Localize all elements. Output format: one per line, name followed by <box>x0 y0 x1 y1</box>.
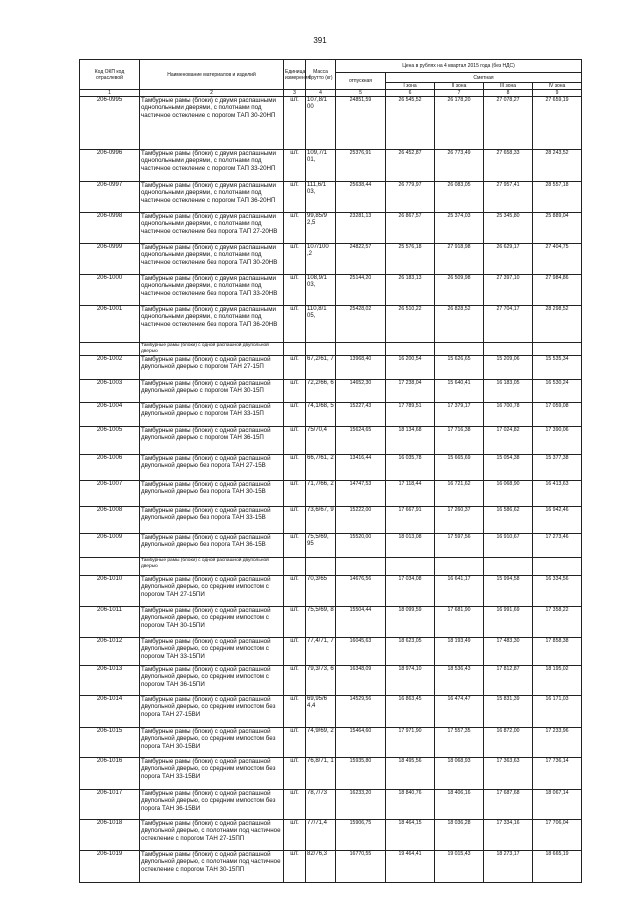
price-zone-1: 18 495,56 <box>386 758 435 790</box>
price-zone-4: 27 984,86 <box>533 275 582 306</box>
table-row <box>80 427 582 455</box>
price-zone-1: 17 667,91 <box>386 507 435 534</box>
price-zone-4: 18 067,14 <box>533 790 582 820</box>
item-code: 206-1003 <box>80 380 140 403</box>
item-unit: шт. <box>284 696 306 728</box>
item-code: 206-1015 <box>80 728 140 758</box>
col-number: 6 <box>386 90 435 97</box>
price-sales: 25144,20 <box>336 275 386 306</box>
table-row <box>80 455 582 481</box>
item-unit: шт. <box>284 851 306 883</box>
price-zone-4: 17 390,06 <box>533 427 582 455</box>
section-title: Тамбурные рамы (блоки) с одной распашной двупольной дверью <box>140 558 284 576</box>
item-mass: 71,7/66, 2 <box>306 481 336 507</box>
table-row <box>80 182 582 213</box>
table-body <box>80 97 582 883</box>
price-sales: 14529,56 <box>336 696 386 728</box>
item-unit: шт. <box>284 306 306 343</box>
item-mass: 70,3/65 <box>306 576 336 607</box>
price-zone-1: 17 238,04 <box>386 380 435 403</box>
col-number: 1 <box>80 90 140 97</box>
item-mass: 110,8/1 05, <box>306 306 336 343</box>
price-zone-1: 17 971,90 <box>386 728 435 758</box>
item-code: 206-1016 <box>80 758 140 790</box>
section-empty-cell <box>284 558 306 576</box>
item-code: 206-1001 <box>80 306 140 343</box>
price-sales: 25376,91 <box>336 150 386 182</box>
price-sales: 14747,53 <box>336 481 386 507</box>
price-zone-3: 16 991,69 <box>484 607 533 638</box>
item-unit: шт. <box>284 790 306 820</box>
item-name: Тамбурные рамы (блоки) с одной распашной двупольной дверью без порога ТАН 30-15В <box>140 481 284 507</box>
price-zone-4: 16 171,03 <box>533 696 582 728</box>
table-row <box>80 638 582 666</box>
item-code: 206-0996 <box>80 150 140 182</box>
item-code: 206-1012 <box>80 638 140 666</box>
price-zone-3: 16 700,78 <box>484 403 533 427</box>
price-sales: 15520,00 <box>336 534 386 558</box>
item-name: Тамбурные рамы (блоки) с одной распашной двупольной дверью, со средним импостом без порога ТАН 33-15ВИ <box>140 758 284 790</box>
price-zone-4: 17 358,22 <box>533 607 582 638</box>
price-sales: 16233,20 <box>336 790 386 820</box>
price-zone-2: 27 918,98 <box>435 244 484 275</box>
item-unit: шт. <box>284 403 306 427</box>
price-zone-2: 16 474,47 <box>435 696 484 728</box>
header-code: Код ОКП код отраслевой <box>80 60 140 90</box>
item-code: 206-1014 <box>80 696 140 728</box>
item-mass: 77,4/71, 7 <box>306 638 336 666</box>
item-name: Тамбурные рамы (блоки) с одной распашной двупольной дверью, со средним импостом с порогом ТАН 33-15ПИ <box>140 638 284 666</box>
item-name: Тамбурные рамы (блоки) с двумя распашными однопольными дверями, с полотнами под частичное остекление без порога ТАП 27-20НВ <box>140 213 284 244</box>
item-unit: шт. <box>284 97 306 150</box>
item-name: Тамбурные рамы (блоки) с одной распашной двупольной дверью с порогом ТАН 33-15П <box>140 403 284 427</box>
item-name: Тамбурные рамы (блоки) с одной распашной двупольной дверью с порогом ТАН 27-15П <box>140 356 284 380</box>
col-number: 3 <box>284 90 306 97</box>
table-row <box>80 728 582 758</box>
item-name: Тамбурные рамы (блоки) с одной распашной двупольной дверью, со средним импостом с порогом ТАН 30-15ПИ <box>140 607 284 638</box>
section-title: Тамбурные рамы (блоки) с одной распашной двупольной дверью <box>140 343 284 356</box>
price-zone-1: 26 779,97 <box>386 182 435 213</box>
table-row <box>80 666 582 696</box>
price-zone-3: 27 397,10 <box>484 275 533 306</box>
item-mass: 76,8/71, 1 <box>306 758 336 790</box>
section-empty-cell <box>484 558 533 576</box>
item-unit: шт. <box>284 356 306 380</box>
price-zone-1: 26 452,87 <box>386 150 435 182</box>
item-code: 206-1011 <box>80 607 140 638</box>
item-name: Тамбурные рамы (блоки) с двумя распашными однопольными дверями, с полотнами под частичное остекление с порогом ТАП 33-20НП <box>140 150 284 182</box>
item-name: Тамбурные рамы (блоки) с одной распашной двупольной дверью с порогом ТАН 30-15П <box>140 380 284 403</box>
price-sales: 13968,40 <box>336 356 386 380</box>
price-zone-3: 17 812,87 <box>484 666 533 696</box>
col-number: 9 <box>533 90 582 97</box>
item-mass: 79,3/73, 6 <box>306 666 336 696</box>
item-mass: 107/100 ,2 <box>306 244 336 275</box>
item-mass: 111,6/1 03, <box>306 182 336 213</box>
item-name: Тамбурные рамы (блоки) с одной распашной двупольной дверью, с полотнами под частичное остекление с порогом ТАН 30-15ПП <box>140 851 284 883</box>
item-mass: 109,7/1 01, <box>306 150 336 182</box>
item-code: 206-0995 <box>80 97 140 150</box>
section-row <box>80 558 582 576</box>
item-name: Тамбурные рамы (блоки) с двумя распашными однопольными дверями, с полотнами под частичное остекление с порогом ТАП 30-20НП <box>140 97 284 150</box>
price-zone-1: 18 840,76 <box>386 790 435 820</box>
item-name: Тамбурные рамы (блоки) с одной распашной двупольной дверью без порога ТАН 33-15В <box>140 507 284 534</box>
price-zone-4: 17 736,14 <box>533 758 582 790</box>
price-zone-4: 15 535,34 <box>533 356 582 380</box>
item-code: 206-1008 <box>80 507 140 534</box>
item-mass: 82/76,3 <box>306 851 336 883</box>
header-zone-2: II зона <box>435 83 484 90</box>
price-zone-4: 27 659,19 <box>533 97 582 150</box>
header-sales-price: отпускная <box>336 73 386 90</box>
price-zone-4: 18 195,02 <box>533 666 582 696</box>
price-zone-2: 26 828,52 <box>435 306 484 343</box>
table-row <box>80 244 582 275</box>
item-unit: шт. <box>284 607 306 638</box>
item-mass: 73,6/67, 9 <box>306 507 336 534</box>
price-zone-3: 17 483,30 <box>484 638 533 666</box>
section-empty-cell <box>336 343 386 356</box>
price-zone-4: 16 413,63 <box>533 481 582 507</box>
table-row <box>80 851 582 883</box>
price-zone-2: 25 374,03 <box>435 213 484 244</box>
item-mass: 72,2/66, 6 <box>306 380 336 403</box>
price-zone-3: 16 872,00 <box>484 728 533 758</box>
header-mass: Масса брутто (кг) <box>306 60 336 90</box>
price-zone-2: 15 626,65 <box>435 356 484 380</box>
price-zone-3: 15 209,06 <box>484 356 533 380</box>
price-zone-4: 15 377,38 <box>533 455 582 481</box>
item-code: 206-1018 <box>80 820 140 851</box>
table-row <box>80 213 582 244</box>
price-zone-1: 18 013,08 <box>386 534 435 558</box>
section-empty-cell <box>386 558 435 576</box>
price-zone-1: 18 623,05 <box>386 638 435 666</box>
item-name: Тамбурные рамы (блоки) с двумя распашными однопольными дверями, с полотнами под частичное остекление без порога ТАП 33-20НВ <box>140 275 284 306</box>
table-row <box>80 607 582 638</box>
header-name: Наименование материалов и изделий <box>140 60 284 90</box>
item-code: 206-1019 <box>80 851 140 883</box>
price-zone-1: 18 464,15 <box>386 820 435 851</box>
price-zone-4: 28 298,52 <box>533 306 582 343</box>
price-sales: 25428,02 <box>336 306 386 343</box>
section-empty-cell <box>484 343 533 356</box>
item-mass: 108,9/1 03, <box>306 275 336 306</box>
price-zone-3: 15 831,39 <box>484 696 533 728</box>
price-zone-2: 18 193,49 <box>435 638 484 666</box>
price-sales: 13416,44 <box>336 455 386 481</box>
item-unit: шт. <box>284 758 306 790</box>
item-unit: шт. <box>284 728 306 758</box>
price-zone-1: 18 974,10 <box>386 666 435 696</box>
section-code-cell <box>80 343 140 356</box>
price-zone-2: 18 406,16 <box>435 790 484 820</box>
item-unit: шт. <box>284 534 306 558</box>
table-row <box>80 403 582 427</box>
item-code: 206-1006 <box>80 455 140 481</box>
page-number: 391 <box>313 36 327 45</box>
price-zone-2: 17 379,17 <box>435 403 484 427</box>
price-sales: 15906,75 <box>336 820 386 851</box>
table-row <box>80 534 582 558</box>
section-empty-cell <box>533 558 582 576</box>
item-name: Тамбурные рамы (блоки) с двумя распашными однопольными дверями, с полотнами под частичное остекление с порогом ТАП 36-20НП <box>140 182 284 213</box>
price-sales: 15624,65 <box>336 427 386 455</box>
price-sales: 16770,55 <box>336 851 386 883</box>
price-zone-3: 18 273,17 <box>484 851 533 883</box>
price-sales: 24851,59 <box>336 97 386 150</box>
price-zone-1: 17 118,44 <box>386 481 435 507</box>
item-code: 206-1002 <box>80 356 140 380</box>
header-zone-4: IV зона <box>533 83 582 90</box>
item-unit: шт. <box>284 507 306 534</box>
price-zone-1: 26 183,13 <box>386 275 435 306</box>
header-zone-3: III зона <box>484 83 533 90</box>
col-number: 2 <box>140 90 284 97</box>
price-zone-2: 18 036,28 <box>435 820 484 851</box>
header-unit: Единица измерения <box>284 60 306 90</box>
item-mass: 78,7/73 <box>306 790 336 820</box>
price-zone-2: 26 083,05 <box>435 182 484 213</box>
table-row <box>80 97 582 150</box>
item-unit: шт. <box>284 275 306 306</box>
price-zone-3: 27 078,27 <box>484 97 533 150</box>
price-zone-4: 16 942,46 <box>533 507 582 534</box>
header-price: Цена в рублях на 4 квартал 2015 года (без НДС) <box>336 60 582 73</box>
price-zone-2: 18 536,43 <box>435 666 484 696</box>
item-name: Тамбурные рамы (блоки) с двумя распашными однопольными дверями, с полотнами под частичное остекление без порога ТАП 36-20НВ <box>140 306 284 343</box>
item-unit: шт. <box>284 666 306 696</box>
item-name: Тамбурные рамы (блоки) с одной распашной двупольной дверью, со средним импостом без порога ТАН 36-15ВИ <box>140 790 284 820</box>
table-row <box>80 150 582 182</box>
item-code: 206-0998 <box>80 213 140 244</box>
price-sales: 16045,63 <box>336 638 386 666</box>
header-estimate-price: Сметная <box>386 73 582 83</box>
item-name: Тамбурные рамы (блоки) с одной распашной двупольной дверью, со средним импостом с порогом ТАН 27-15ПИ <box>140 576 284 607</box>
price-zone-1: 26 545,52 <box>386 97 435 150</box>
item-code: 206-1000 <box>80 275 140 306</box>
price-zone-3: 27 704,17 <box>484 306 533 343</box>
price-zone-3: 16 586,62 <box>484 507 533 534</box>
table-row <box>80 758 582 790</box>
price-zone-3: 16 910,67 <box>484 534 533 558</box>
section-empty-cell <box>386 343 435 356</box>
item-unit: шт. <box>284 481 306 507</box>
item-code: 206-1009 <box>80 534 140 558</box>
item-unit: шт. <box>284 455 306 481</box>
price-zone-3: 15 054,38 <box>484 455 533 481</box>
section-empty-cell <box>435 343 484 356</box>
item-unit: шт. <box>284 182 306 213</box>
price-zone-1: 16 200,54 <box>386 356 435 380</box>
item-unit: шт. <box>284 820 306 851</box>
table-row <box>80 380 582 403</box>
item-mass: 66,7/61, 2 <box>306 455 336 481</box>
price-zone-2: 26 178,20 <box>435 97 484 150</box>
price-sales: 15464,60 <box>336 728 386 758</box>
price-zone-1: 19 464,41 <box>386 851 435 883</box>
price-zone-1: 18 134,68 <box>386 427 435 455</box>
price-zone-3: 25 345,80 <box>484 213 533 244</box>
item-unit: шт. <box>284 638 306 666</box>
price-zone-3: 17 024,82 <box>484 427 533 455</box>
price-zone-3: 17 334,16 <box>484 820 533 851</box>
price-zone-4: 27 404,75 <box>533 244 582 275</box>
table-row <box>80 275 582 306</box>
price-zone-2: 15 665,69 <box>435 455 484 481</box>
price-zone-2: 15 640,41 <box>435 380 484 403</box>
price-zone-4: 18 665,19 <box>533 851 582 883</box>
item-mass: 75,5/69, 8 <box>306 607 336 638</box>
price-zone-3: 16 068,90 <box>484 481 533 507</box>
price-zone-1: 16 035,78 <box>386 455 435 481</box>
item-mass: 75/70,4 <box>306 427 336 455</box>
price-zone-2: 18 068,93 <box>435 758 484 790</box>
header-zone-1: I зона <box>386 83 435 90</box>
item-mass: 77/71,4 <box>306 820 336 851</box>
item-name: Тамбурные рамы (блоки) с двумя распашными однопольными дверями, с полотнами под частичное остекление без порога ТАП 30-20НВ <box>140 244 284 275</box>
price-sales: 14676,56 <box>336 576 386 607</box>
item-mass: 67,2/61, 7 <box>306 356 336 380</box>
price-zone-4: 28 557,18 <box>533 182 582 213</box>
price-zone-4: 17 706,04 <box>533 820 582 851</box>
price-zone-4: 16 530,24 <box>533 380 582 403</box>
table-row <box>80 790 582 820</box>
item-mass: 74,1/68, 5 <box>306 403 336 427</box>
price-zone-3: 27 658,33 <box>484 150 533 182</box>
price-zone-2: 16 641,17 <box>435 576 484 607</box>
item-mass: 75,5/69, 95 <box>306 534 336 558</box>
item-name: Тамбурные рамы (блоки) с одной распашной двупольной дверью, со средним импостом без порога ТАН 27-15ВИ <box>140 696 284 728</box>
price-zone-3: 16 183,05 <box>484 380 533 403</box>
section-empty-cell <box>306 343 336 356</box>
price-zone-1: 25 576,18 <box>386 244 435 275</box>
price-zone-2: 17 681,90 <box>435 607 484 638</box>
item-unit: шт. <box>284 213 306 244</box>
item-code: 206-1017 <box>80 790 140 820</box>
price-sales: 15504,44 <box>336 607 386 638</box>
item-name: Тамбурные рамы (блоки) с одной распашной двупольной дверью без порога ТАН 36-15В <box>140 534 284 558</box>
table-row <box>80 356 582 380</box>
item-code: 206-0999 <box>80 244 140 275</box>
price-zone-3: 17 687,68 <box>484 790 533 820</box>
price-table <box>79 59 582 883</box>
price-zone-2: 17 597,56 <box>435 534 484 558</box>
price-zone-1: 26 867,57 <box>386 213 435 244</box>
price-sales: 14652,30 <box>336 380 386 403</box>
price-sales: 16348,09 <box>336 666 386 696</box>
item-name: Тамбурные рамы (блоки) с одной распашной двупольной дверью, со средним импостом без порога ТАН 30-15ВИ <box>140 728 284 758</box>
table-row <box>80 306 582 343</box>
item-unit: шт. <box>284 576 306 607</box>
price-zone-4: 17 858,38 <box>533 638 582 666</box>
section-empty-cell <box>284 343 306 356</box>
price-zone-2: 17 716,38 <box>435 427 484 455</box>
item-name: Тамбурные рамы (блоки) с одной распашной двупольной дверью, со средним импостом с порогом ТАН 36-15ПИ <box>140 666 284 696</box>
section-code-cell <box>80 558 140 576</box>
price-zone-1: 17 789,51 <box>386 403 435 427</box>
item-unit: шт. <box>284 427 306 455</box>
price-zone-4: 17 273,46 <box>533 534 582 558</box>
price-zone-2: 16 721,62 <box>435 481 484 507</box>
price-zone-1: 18 099,59 <box>386 607 435 638</box>
item-mass: 107,8/1 00 <box>306 97 336 150</box>
price-zone-4: 17 059,08 <box>533 403 582 427</box>
price-zone-2: 26 773,49 <box>435 150 484 182</box>
col-number: 7 <box>435 90 484 97</box>
section-empty-cell <box>336 558 386 576</box>
price-sales: 15222,00 <box>336 507 386 534</box>
price-zone-2: 17 260,37 <box>435 507 484 534</box>
price-sales: 25638,44 <box>336 182 386 213</box>
price-zone-4: 17 233,96 <box>533 728 582 758</box>
price-zone-4: 25 889,04 <box>533 213 582 244</box>
price-zone-1: 17 034,08 <box>386 576 435 607</box>
price-zone-3: 17 363,63 <box>484 758 533 790</box>
item-mass: 74,9/69, 2 <box>306 728 336 758</box>
item-name: Тамбурные рамы (блоки) с одной распашной двупольной дверью, с полотнами под частичное остекление с порогом ТАН 27-15ПП <box>140 820 284 851</box>
price-sales: 23281,13 <box>336 213 386 244</box>
price-zone-2: 17 557,35 <box>435 728 484 758</box>
table-row <box>80 481 582 507</box>
item-name: Тамбурные рамы (блоки) с одной распашной двупольной дверью с порогом ТАН 36-15П <box>140 427 284 455</box>
item-code: 206-1005 <box>80 427 140 455</box>
item-code: 206-1010 <box>80 576 140 607</box>
section-empty-cell <box>533 343 582 356</box>
section-row <box>80 343 582 356</box>
table-row <box>80 507 582 534</box>
price-sales: 24822,57 <box>336 244 386 275</box>
item-unit: шт. <box>284 380 306 403</box>
price-sales: 15935,80 <box>336 758 386 790</box>
section-empty-cell <box>306 558 336 576</box>
item-mass: 99,85/9 2,5 <box>306 213 336 244</box>
price-zone-1: 26 510,22 <box>386 306 435 343</box>
price-zone-2: 19 015,43 <box>435 851 484 883</box>
price-zone-3: 26 629,17 <box>484 244 533 275</box>
table-row <box>80 820 582 851</box>
col-number: 4 <box>306 90 336 97</box>
item-unit: шт. <box>284 244 306 275</box>
table-row <box>80 576 582 607</box>
price-zone-4: 28 243,52 <box>533 150 582 182</box>
price-zone-4: 16 334,56 <box>533 576 582 607</box>
table-row <box>80 696 582 728</box>
item-code: 206-1004 <box>80 403 140 427</box>
item-code: 206-0997 <box>80 182 140 213</box>
col-number: 8 <box>484 90 533 97</box>
item-code: 206-1013 <box>80 666 140 696</box>
item-name: Тамбурные рамы (блоки) с одной распашной двупольной дверью без порога ТАН 27-15В <box>140 455 284 481</box>
price-zone-1: 16 863,45 <box>386 696 435 728</box>
price-sales: 15227,43 <box>336 403 386 427</box>
price-zone-2: 26 509,98 <box>435 275 484 306</box>
item-mass: 69,95/6 4,4 <box>306 696 336 728</box>
item-code: 206-1007 <box>80 481 140 507</box>
col-number: 5 <box>336 90 386 97</box>
section-empty-cell <box>435 558 484 576</box>
item-unit: шт. <box>284 150 306 182</box>
price-zone-3: 15 994,58 <box>484 576 533 607</box>
price-zone-3: 27 957,41 <box>484 182 533 213</box>
